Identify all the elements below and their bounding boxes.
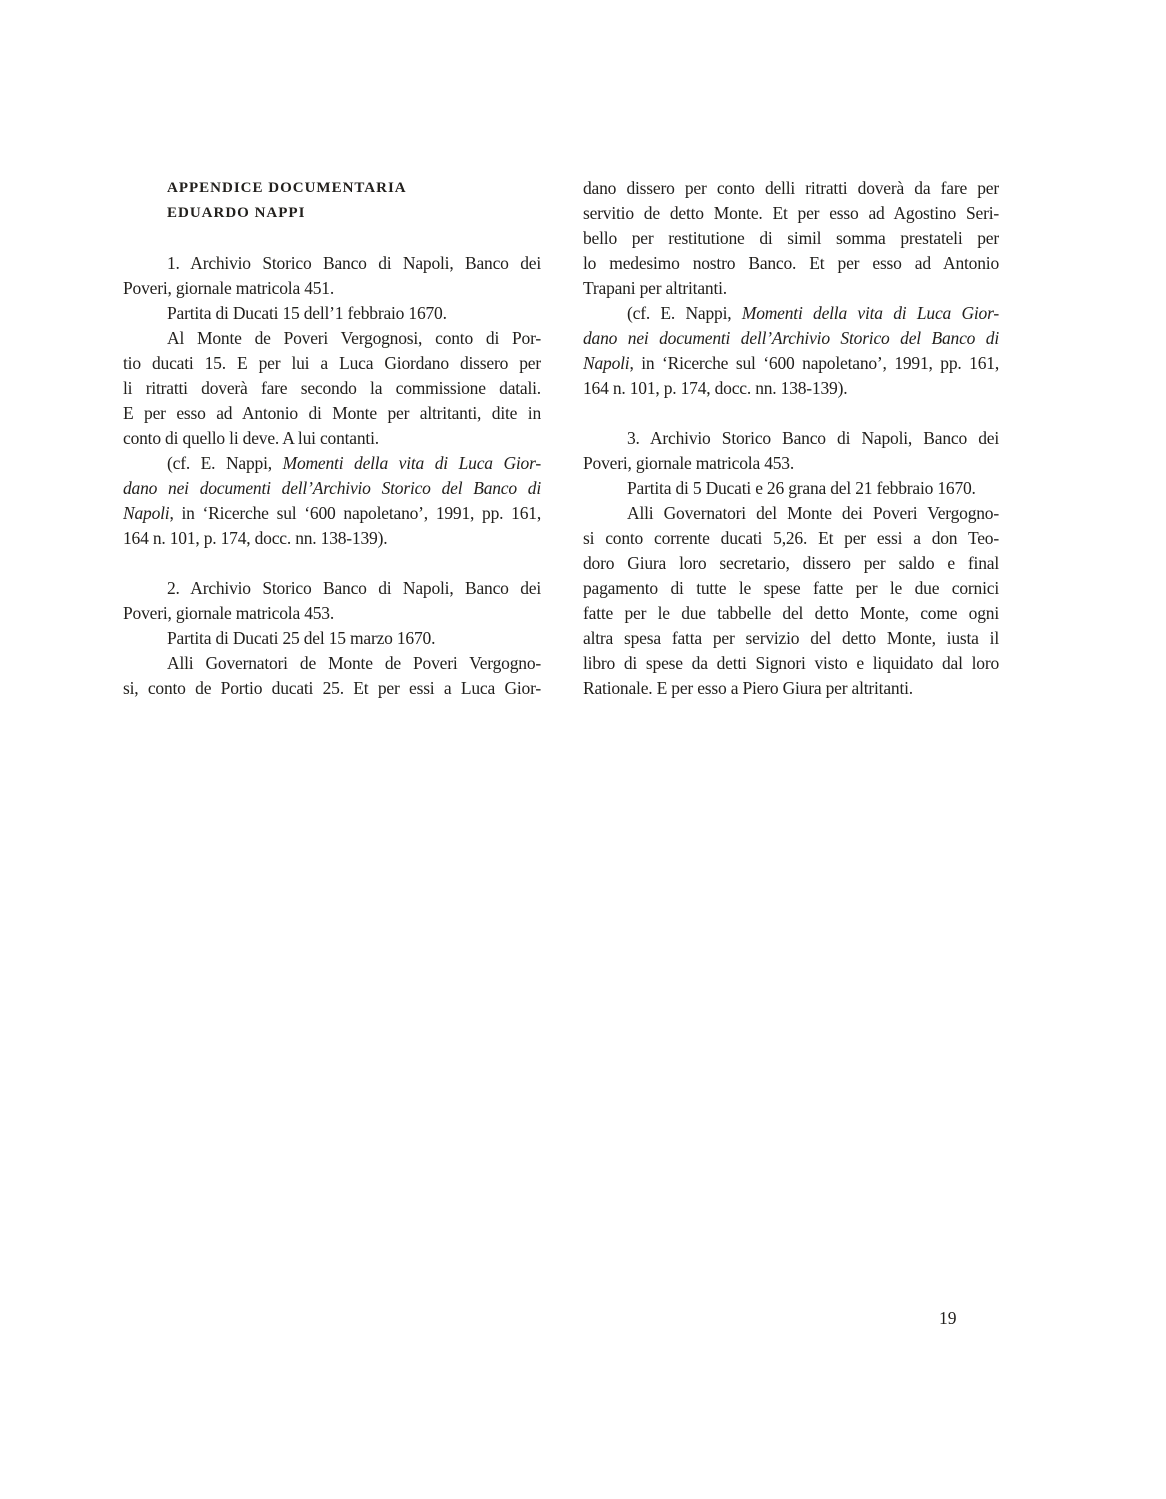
text-line: Poveri, giornale matricola 453. [583, 453, 795, 473]
blank-line [123, 551, 541, 576]
text-line: si, conto de Portio ducati 25. Et per essi a Luca Gior- [123, 678, 541, 698]
author-name: EDUARDO NAPPI [167, 205, 306, 221]
appendix-title: APPENDICE DOCUMENTARIA [167, 180, 407, 196]
text-line: Poveri, giornale matricola 453. [123, 603, 335, 623]
text-line: si conto corrente ducati 5,26. Et per essi a don Teo- [583, 528, 999, 548]
text-line: 2. Archivio Storico Banco di Napoli, Banco dei [167, 578, 541, 598]
text-line: Napoli, in ‘Ricerche sul ‘600 napoletano’, 1991, pp. 161, [583, 353, 999, 373]
text-line: bello per restitutione di simil somma prestateli per [583, 228, 999, 248]
text-line: altra spesa fatta per servizio del detto Monte, iusta il [583, 628, 999, 648]
text-line: Partita di Ducati 25 del 15 marzo 1670. [167, 628, 436, 648]
text-line: dano dissero per conto delli ritratti doverà da fare per [583, 178, 999, 198]
text-line: tio ducati 15. E per lui a Luca Giordano dissero per [123, 353, 541, 373]
text-line: dano nei documenti dell’Archivio Storico del Banco di [583, 328, 999, 348]
text-line: Alli Governatori del Monte dei Poveri Vergogno- [627, 503, 999, 523]
text-line: dano nei documenti dell’Archivio Storico del Banco di [123, 478, 541, 498]
text-line: 1. Archivio Storico Banco di Napoli, Banco dei [167, 253, 541, 273]
page-number: 19 [939, 1308, 957, 1328]
text-line: servitio de detto Monte. Et per esso ad Agostino Seri- [583, 203, 999, 223]
text-line: Poveri, giornale matricola 451. [123, 278, 335, 298]
text-line: doro Giura loro secretario, dissero per saldo e final [583, 553, 999, 573]
text-line: 3. Archivio Storico Banco di Napoli, Banco dei [627, 428, 999, 448]
text-line: Napoli, in ‘Ricerche sul ‘600 napoletano’, 1991, pp. 161, [123, 503, 541, 523]
left-column [123, 251, 541, 701]
text-line: li ritratti doverà fare secondo la commissione datali. [123, 378, 541, 398]
text-line: Rationale. E per esso a Piero Giura per altritanti. [583, 678, 913, 698]
document-header [167, 176, 407, 226]
text-line: Alli Governatori de Monte de Poveri Vergogno- [167, 653, 541, 673]
text-line: 164 n. 101, p. 174, docc. nn. 138-139). [583, 378, 848, 398]
text-line: Partita di Ducati 15 dell’1 febbraio 1670. [167, 303, 447, 323]
text-line: 164 n. 101, p. 174, docc. nn. 138-139). [123, 528, 388, 548]
text-line: conto di quello li deve. A lui contanti. [123, 428, 379, 448]
text-line: libro di spese da detti Signori visto e liquidato dal loro [583, 653, 999, 673]
text-line: Al Monte de Poveri Vergognosi, conto di Por- [167, 328, 541, 348]
text-line: (cf. E. Nappi, Momenti della vita di Luca Gior- [167, 453, 541, 473]
text-line: (cf. E. Nappi, Momenti della vita di Luca Gior- [627, 303, 999, 323]
text-line: lo medesimo nostro Banco. Et per esso ad Antonio [583, 253, 999, 273]
text-line: Trapani per altritanti. [583, 278, 727, 298]
text-line: fatte per le due tabbelle del detto Monte, come ogni [583, 603, 999, 623]
text-line: pagamento di tutte le spese fatte per le due cornici [583, 578, 999, 598]
right-column [583, 176, 999, 701]
text-line: E per esso ad Antonio di Monte per altritanti, dite in [123, 403, 541, 423]
text-line: Partita di 5 Ducati e 26 grana del 21 febbraio 1670. [627, 478, 976, 498]
blank-line [583, 401, 999, 426]
